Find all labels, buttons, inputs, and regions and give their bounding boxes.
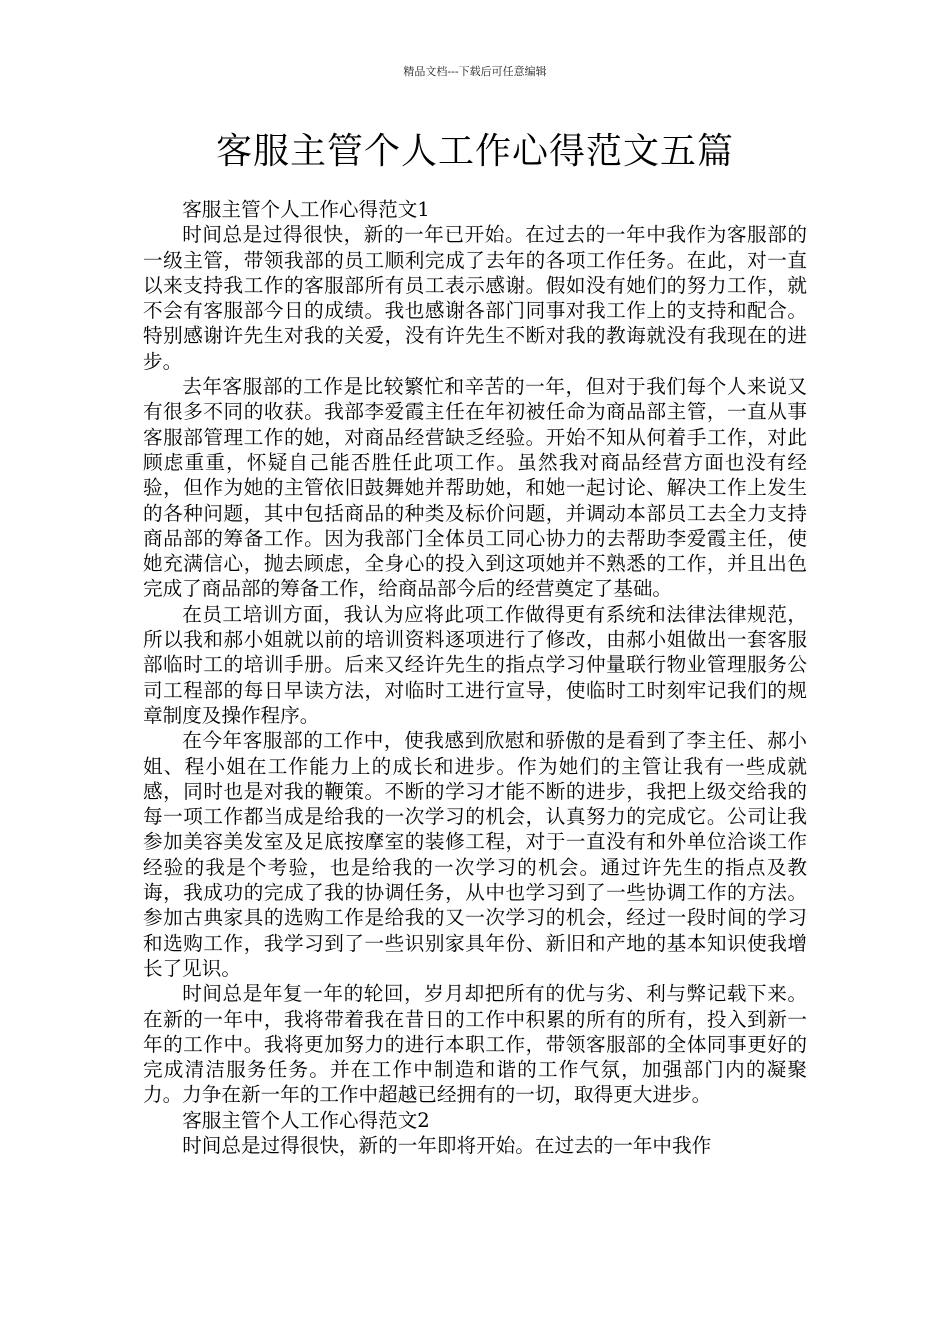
page-header-note: 精品文档---下载后可任意编辑 xyxy=(403,65,547,78)
body-paragraph: 在今年客服部的工作中，使我感到欣慰和骄傲的是看到了李主任、郝小姐、程小姐在工作能力上的成长和进步。作为她们的主管让我有一些成就感，同时也是对我的鞭策。不断的学习才能不断的进步，我把上级交给我的每一项工作都当成是给我的一次学习的机会，认真努力的完成它。公司让我参加美容美发室及足底按摩室的装修工程，对于一直没有和外单位洽谈工作经验的我是个考验，也是给我的一次学习的机会。通过许先生的指点及教诲，我成功的完成了我的协调任务，从中也学习到了一些协调工作的方法。参加古典家具的选购工作是给我的又一次学习的机会，经过一段时间的学习和选购工作，我学习到了一些识别家具年份、新旧和产地的基本知识使我增长了见识。 xyxy=(143,729,807,980)
body-paragraph: 在员工培训方面，我认为应将此项工作做得更有系统和法律法律规范，所以我和郝小姐就以前的培训资料逐项进行了修改，由郝小姐做出一套客服部临时工的培训手册。后来又经许先生的指点学习仲量联行物业管理服务公司工程部的每日早读方法，对临时工进行宣导，使临时工时刻牢记我们的规章制度及操作程序。 xyxy=(143,602,807,727)
body-paragraph: 去年客服部的工作是比较繁忙和辛苦的一年，但对于我们每个人来说又有很多不同的收获。我部李爱霞主任在年初被任命为商品部主管，一直从事客服部管理工作的她，对商品经营缺乏经验。开始不知从何着手工作，对此顾虑重重，怀疑自己能否胜任此项工作。虽然我对商品经营方面也没有经验，但作为她的主管依旧鼓舞她并帮助她，和她一起讨论、解决工作上发生的各种问题，其中包括商品的种类及标价问题，并调动本部员工去全力支持商品部的筹备工作。因为我部门全体员工同心协力的去帮助李爱霞主任，使她充满信心，抛去顾虑，全身心的投入到这项她并不熟悉的工作，并且出色完成了商品部的筹备工作，给商品部今后的经营奠定了基础。 xyxy=(143,375,807,601)
section-heading: 客服主管个人工作心得范文1 xyxy=(182,198,430,221)
section-heading: 客服主管个人工作心得范文2 xyxy=(182,1108,430,1132)
document-body xyxy=(143,197,807,1158)
body-paragraph: 时间总是过得很快，新的一年即将开始。在过去的一年中我作 xyxy=(182,1133,712,1157)
body-paragraph: 时间总是年复一年的轮回，岁月却把所有的优与劣、利与弊记载下来。在新的一年中，我将带着我在昔日的工作中积累的所有的所有，投入到新一年的工作中。我将更加努力的进行本职工作，带领客服部的全体同事更好的完成清洁服务任务。并在工作中制造和谐的工作气氛，加强部门内的凝聚力。力争在新一年的工作中超越已经拥有的一切，取得更大进步。 xyxy=(143,982,807,1107)
document-title: 客服主管个人工作心得范文五篇 xyxy=(215,131,734,172)
body-paragraph: 时间总是过得很快，新的一年已开始。在过去的一年中我作为客服部的一级主管，带领我部的员工顺利完成了去年的各项工作任务。在此，对一直以来支持我工作的客服部所有员工表示感谢。假如没有她们的努力工作，就不会有客服部今日的成绩。我也感谢各部门同事对我工作上的支持和配合。特别感谢许先生对我的关爱，没有许先生不断对我的教诲就没有我现在的进步。 xyxy=(143,223,807,373)
